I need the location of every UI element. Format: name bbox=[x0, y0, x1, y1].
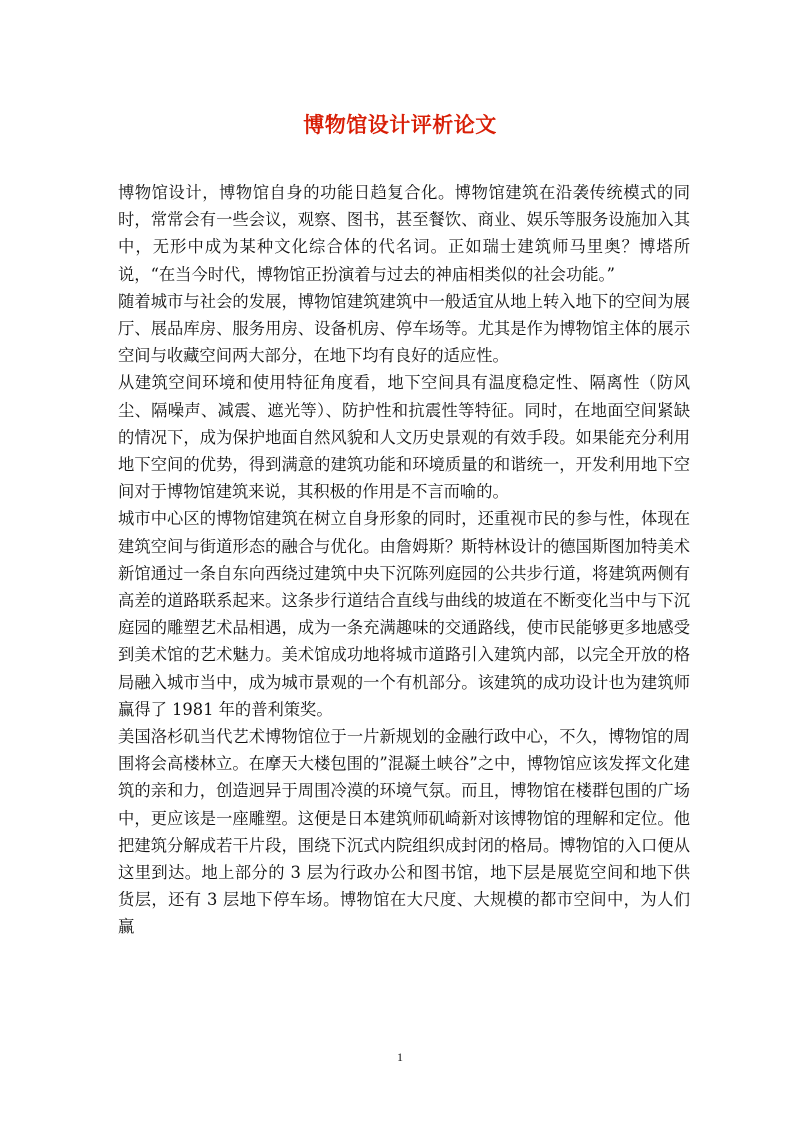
paragraph-underground-spaces: 随着城市与社会的发展，博物馆建筑建筑中一般适宜从地上转入地下的空间为展厅、展品库房、服务用房、设备机房、停车场等。尤其是作为博物馆主体的展示空间与收藏空间两大部分，在地下均有良好的适应性。 bbox=[118, 291, 690, 366]
paragraph-underground-features: 从建筑空间环境和使用特征角度看，地下空间具有温度稳定性、隔离性（防风尘、隔噪声、减震、遮光等）、防护性和抗震性等特征。同时，在地面空间紧缺的情况下，成为保护地面自然风貌和人文历史景观的有效手段。如果能充分利用地下空间的优势，得到满意的建筑功能和环境质量的和谐统一，开发利用地下空间对于博物馆建筑来说，其积极的作用是不言而喻的。 bbox=[118, 373, 690, 502]
document-title: 博物馆设计评析论文 bbox=[303, 112, 497, 137]
paragraph-intro: 博物馆设计，博物馆自身的功能日趋复合化。博物馆建筑在沿袭传统模式的同时，常常会有一些会议，观察、图书，甚至餐饮、商业、娱乐等服务设施加入其中，无形中成为某种文化综合体的代名词。正如瑞士建筑师马里奥？博塔所说，“在当今时代，博物馆正扮演着与过去的神庙相类似的社会功能。” bbox=[118, 183, 690, 284]
paragraph-stuttgart-gallery: 城市中心区的博物馆建筑在树立自身形象的同时，还重视市民的参与性，体现在建筑空间与街道形态的融合与优化。由詹姆斯？斯特林设计的德国斯图加特美术新馆通过一条自东向西绕过建筑中央下沉陈列庭园的公共步行道，将建筑两侧有高差的道路联系起来。这条步行道结合直线与曲线的坡道在不断变化当中与下沉庭园的雕塑艺术品相遇，成为一条充满趣味的交通路线，使市民能够更多地感受到美术馆的艺术魅力。美术馆成功地将城市道路引入建筑内部，以完全开放的格局融入城市当中，成为城市景观的一个有机部分。该建筑的成功设计也为建筑师赢得了 1981 年的普利策奖。 bbox=[118, 509, 690, 719]
page-number: 1 bbox=[397, 1050, 403, 1064]
paragraph-los-angeles-moca: 美国洛杉矶当代艺术博物馆位于一片新规划的金融行政中心，不久，博物馆的周围将会高楼林立。在摩天大楼包围的”混凝土峡谷”之中，博物馆应该发挥文化建筑的亲和力，创造迥异于周围冷漠的环境气氛。而且，博物馆在楼群包围的广场中，更应该是一座雕塑。这便是日本建筑师矶崎新对该博物馆的理解和定位。他把建筑分解成若干片段，围绕下沉式内院组织成封闭的格局。博物馆的入口便从这里到达。地上部分的 3 层为行政办公和图书馆，地下层是展览空间和地下供货层，还有 3 层地下停车场。博物馆在大尺度、大规模的都市空间中，为人们赢 bbox=[118, 727, 690, 937]
document-body bbox=[118, 179, 690, 941]
